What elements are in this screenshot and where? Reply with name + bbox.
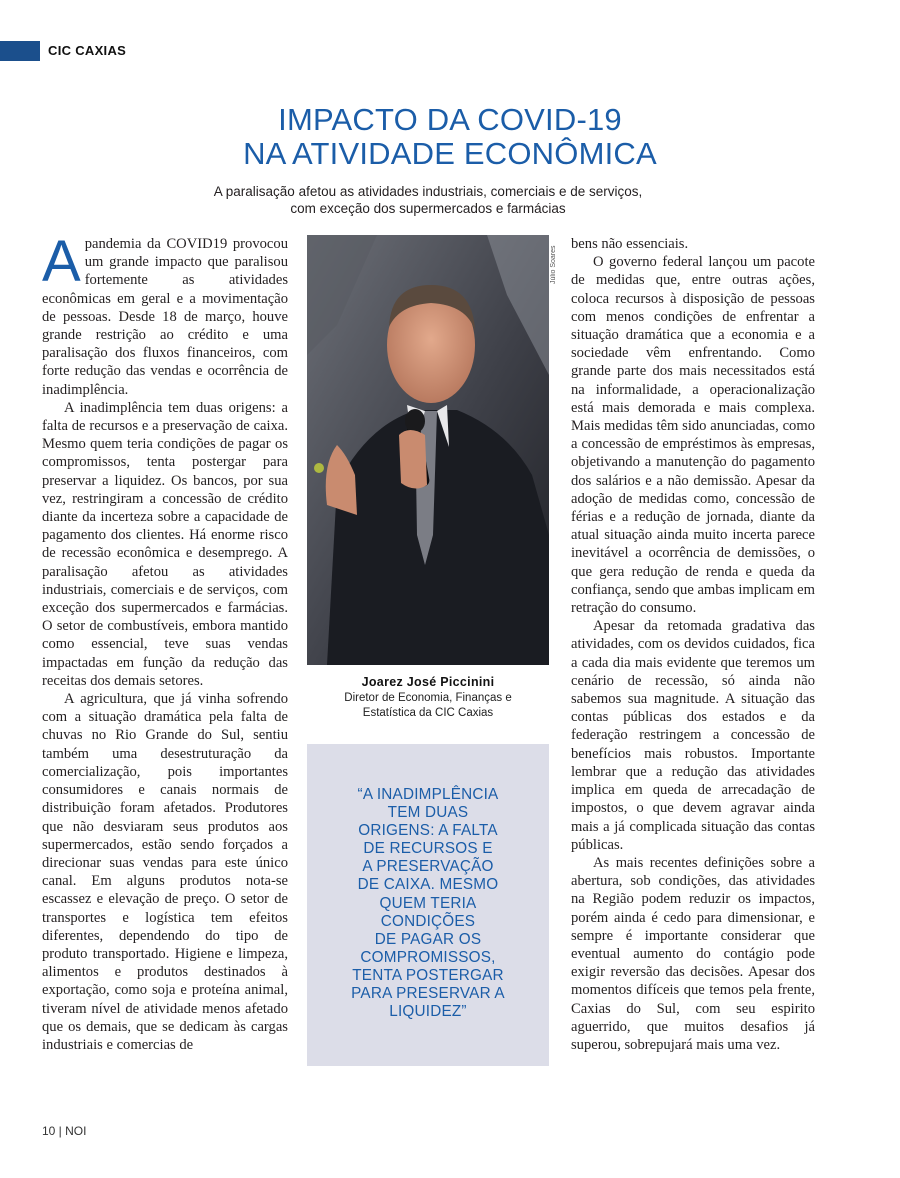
pullquote-line: “A INADIMPLÊNCIA [357, 786, 499, 803]
speaker-photo-illustration [307, 235, 549, 665]
pullquote-line: DE CAIXA. MESMO [357, 876, 499, 894]
caption-role [307, 691, 549, 721]
article-subtitle-line-2: com exceção dos supermercados e farmácias [290, 201, 566, 216]
paragraph: A inadimplência tem duas origens: a falta de recursos e a preservação de caixa. Mesmo quem teria condições de pagar os compromissos, tenta postergar para preservar a liquidez. Os bancos, por sua vez, restringiram a concessão de crédito diante da incerteza sobre a capacidade de pagamento dos clientes. Há enorme risco de recessão econômica e desemprego. A paralisação afetou as atividades industriais, comerciais e de serviços, com exceção dos supermercados e farmácias. O setor de combustíveis, embora mantido como essencial, teve suas vendas impactadas em função da redução das receitas dos demais setores. [42, 399, 288, 689]
drop-cap: A [42, 235, 81, 294]
portrait-photo [307, 235, 549, 665]
caption-role-line-2: Estatística da CIC Caxias [362, 707, 494, 719]
article-title-line-2: NA ATIVIDADE ECONÔMICA [243, 136, 657, 171]
article-title-line-1: IMPACTO DA COVID-19 [278, 102, 622, 137]
paragraph: bens não essenciais. [571, 236, 689, 252]
article-column-left [42, 235, 288, 1075]
pullquote-line: ORIGENS: A FALTA [358, 822, 498, 840]
paragraph [42, 235, 288, 399]
pullquote-line: TEM DUAS [387, 804, 469, 822]
article-subtitle-line-1: A paralisação afetou as atividades industriais, comerciais e de serviços, [213, 184, 643, 199]
pullquote-line: DE PAGAR OS [374, 930, 482, 948]
pullquote-line: TENTA POSTERGAR [352, 966, 504, 984]
photo-credit: Júlio Soares [550, 245, 557, 284]
section-color-bar [0, 41, 40, 61]
pullquote-line: QUEM TERIA [379, 894, 477, 912]
article-column-right [571, 235, 815, 1075]
pullquote-line: COMPROMISSOS, [360, 948, 496, 966]
pullquote-line: A PRESERVAÇÃO [362, 858, 494, 876]
pullquote-line: DE RECURSOS E [363, 840, 493, 858]
pullquote-line: CONDIÇÕES [380, 912, 476, 930]
paragraph: A agricultura, que já vinha sofrendo com a situação dramática pela falta de chuvas no Rio Grande do Sul, sentiu também uma desestruturação da comercialização, pois importantes consumidores e canais normais de distribuição foram afetados. Produtores que não desviaram seus produtos aos supermercados, estão sendo forçados a direcionar suas vendas para este único canal. Em alguns produtos nota-se escassez e elevação de preço. O setor de transportes e logística tem efeitos diferentes, dependendo do tipo de produto transportado. Higiene e limpeza, alimentos e produtos destinados à exportação, como soja e proteína animal, tiveram nível de atividade menos afetado que os demais, que se dedicam às cargas industriais e comercias de [42, 691, 288, 1053]
pullquote-line: PARA PRESERVAR A [351, 985, 505, 1003]
caption-role-line-1: Diretor de Economia, Finanças e [344, 692, 512, 704]
pullquote-box [307, 744, 549, 1066]
section-label: CIC CAXIAS [48, 43, 127, 58]
page-folio: 10 | NOI [42, 1124, 87, 1138]
paragraph-text: pandemia da COVID19 provocou um grande impacto que paralisou fortemente as atividades econômicas em geral e a movimentação de pessoas. Desde 18 de março, houve grande restrição ao crédito e uma paralisação dos fluxos financeiros, com forte redução das vendas e ocorrência de inadimplência. [42, 236, 288, 398]
pullquote-line: LIQUIDEZ” [389, 1003, 467, 1021]
paragraph: O governo federal lançou um pacote de medidas que, entre outras ações, coloca recursos à disposição de pessoas com menos condições de enfrentar a situação dramática que a economia e a sociedade vêm enfrentando. Como grande parte dos mais necessitados está na informalidade, a operacionalização está mais demorada e mais complexa. Mais medidas têm sido anunciadas, como a concessão de empréstimos às empresas, objetivando a manutenção do pagamento dos salários e a não demissão. Apesar da adoção de medidas como, concessão de férias e a redução de jornada, diante da atual situação ainda muito incerta parece inevitável a ocorrência de demissões, o que gera redução de renda e queda da confiança, sendo que ambas implicam em retração do consumo. [571, 254, 815, 617]
paragraph: As mais recentes definições sobre a abertura, sob condições, das atividades na Região podem reduzir os impactos, porém ainda é cedo para dimensionar, e sempre é importante considerar que eventual aumento do contágio pode exigir reversão das decisões. Apesar dos momentos difíceis que temos pela frente, Caxias do Sul, com seu espirito aguerrido, que muitos desafios já superou, sobrepujará mais uma vez. [571, 854, 815, 1053]
caption-name: Joarez José Piccinini [361, 675, 495, 689]
paragraph: Apesar da retomada gradativa das atividades, com os devidos cuidados, fica a cada dia mais evidente que teremos um cenário de recessão, só ainda não sabemos sua magnitude. A situação das contas públicas dos estados e da federação restringem a concessão de benefícios mais robustos. Importante lembrar que a redução das atividades implica em queda de arrecadação de impostos, o que devem agravar ainda mais a já complicada situação das contas públicas. [571, 618, 815, 853]
pullquote-text [317, 786, 539, 1021]
